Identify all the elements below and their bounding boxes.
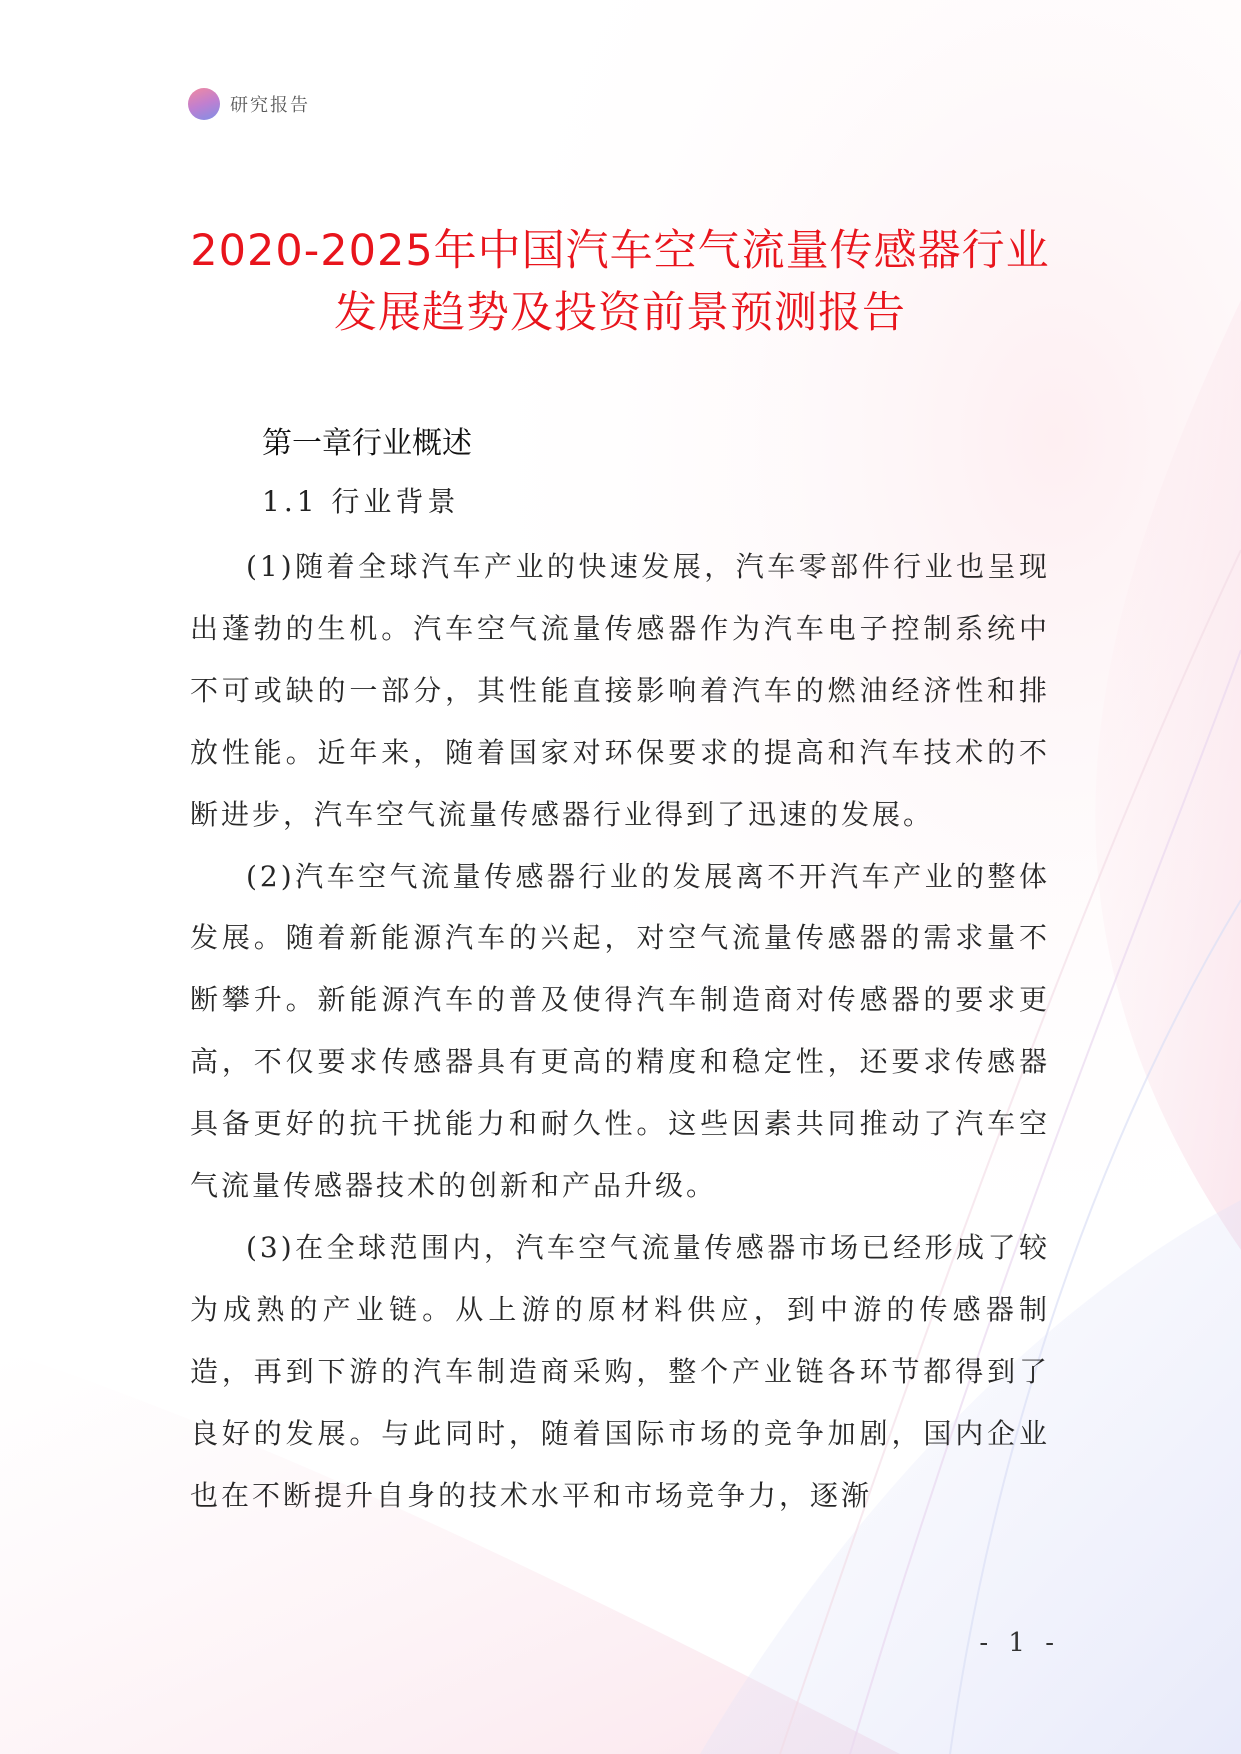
paragraph-2: (2)汽车空气流量传感器行业的发展离不开汽车产业的整体发展。随着新能源汽车的兴起，对空气流量传感器的需求量不断攀升。新能源汽车的普及使得汽车制造商对传感器的要求更高，不仅要求传感器具有更高的精度和稳定性，还要求传感器具备更好的抗干扰能力和耐久性。这些因素共同推动了汽车空气流量传感器技术的创新和产品升级。 bbox=[190, 859, 1050, 1203]
section-heading: 1.1 行业背景 bbox=[262, 485, 460, 518]
header-label: 研究报告 bbox=[230, 95, 310, 116]
page-header bbox=[188, 88, 310, 120]
logo-icon bbox=[188, 88, 220, 120]
title-line-2: 发展趋势及投资前景预测报告 bbox=[334, 288, 906, 338]
chapter-heading: 第一章行业概述 bbox=[262, 426, 472, 461]
paragraph-1: (1)随着全球汽车产业的快速发展，汽车零部件行业也呈现出蓬勃的生机。汽车空气流量传感器作为汽车电子控制系统中不可或缺的一部分，其性能直接影响着汽车的燃油经济性和排放性能。近年来，随着国家对环保要求的提高和汽车技术的不断进步，汽车空气流量传感器行业得到了迅速的发展。 bbox=[190, 550, 1050, 831]
page-number: - 1 - bbox=[979, 1628, 1060, 1658]
document-title bbox=[140, 220, 1100, 344]
title-line-1: 2020-2025年中国汽车空气流量传感器行业 bbox=[190, 226, 1050, 276]
paragraph-3: (3)在全球范围内，汽车空气流量传感器市场已经形成了较为成熟的产业链。从上游的原材料供应，到中游的传感器制造，再到下游的汽车制造商采购，整个产业链各环节都得到了良好的发展。与此同时，随着国际市场的竞争加剧，国内企业也在不断提升自身的技术水平和市场竞争力，逐渐 bbox=[190, 1230, 1050, 1512]
body-text bbox=[190, 536, 1050, 1527]
